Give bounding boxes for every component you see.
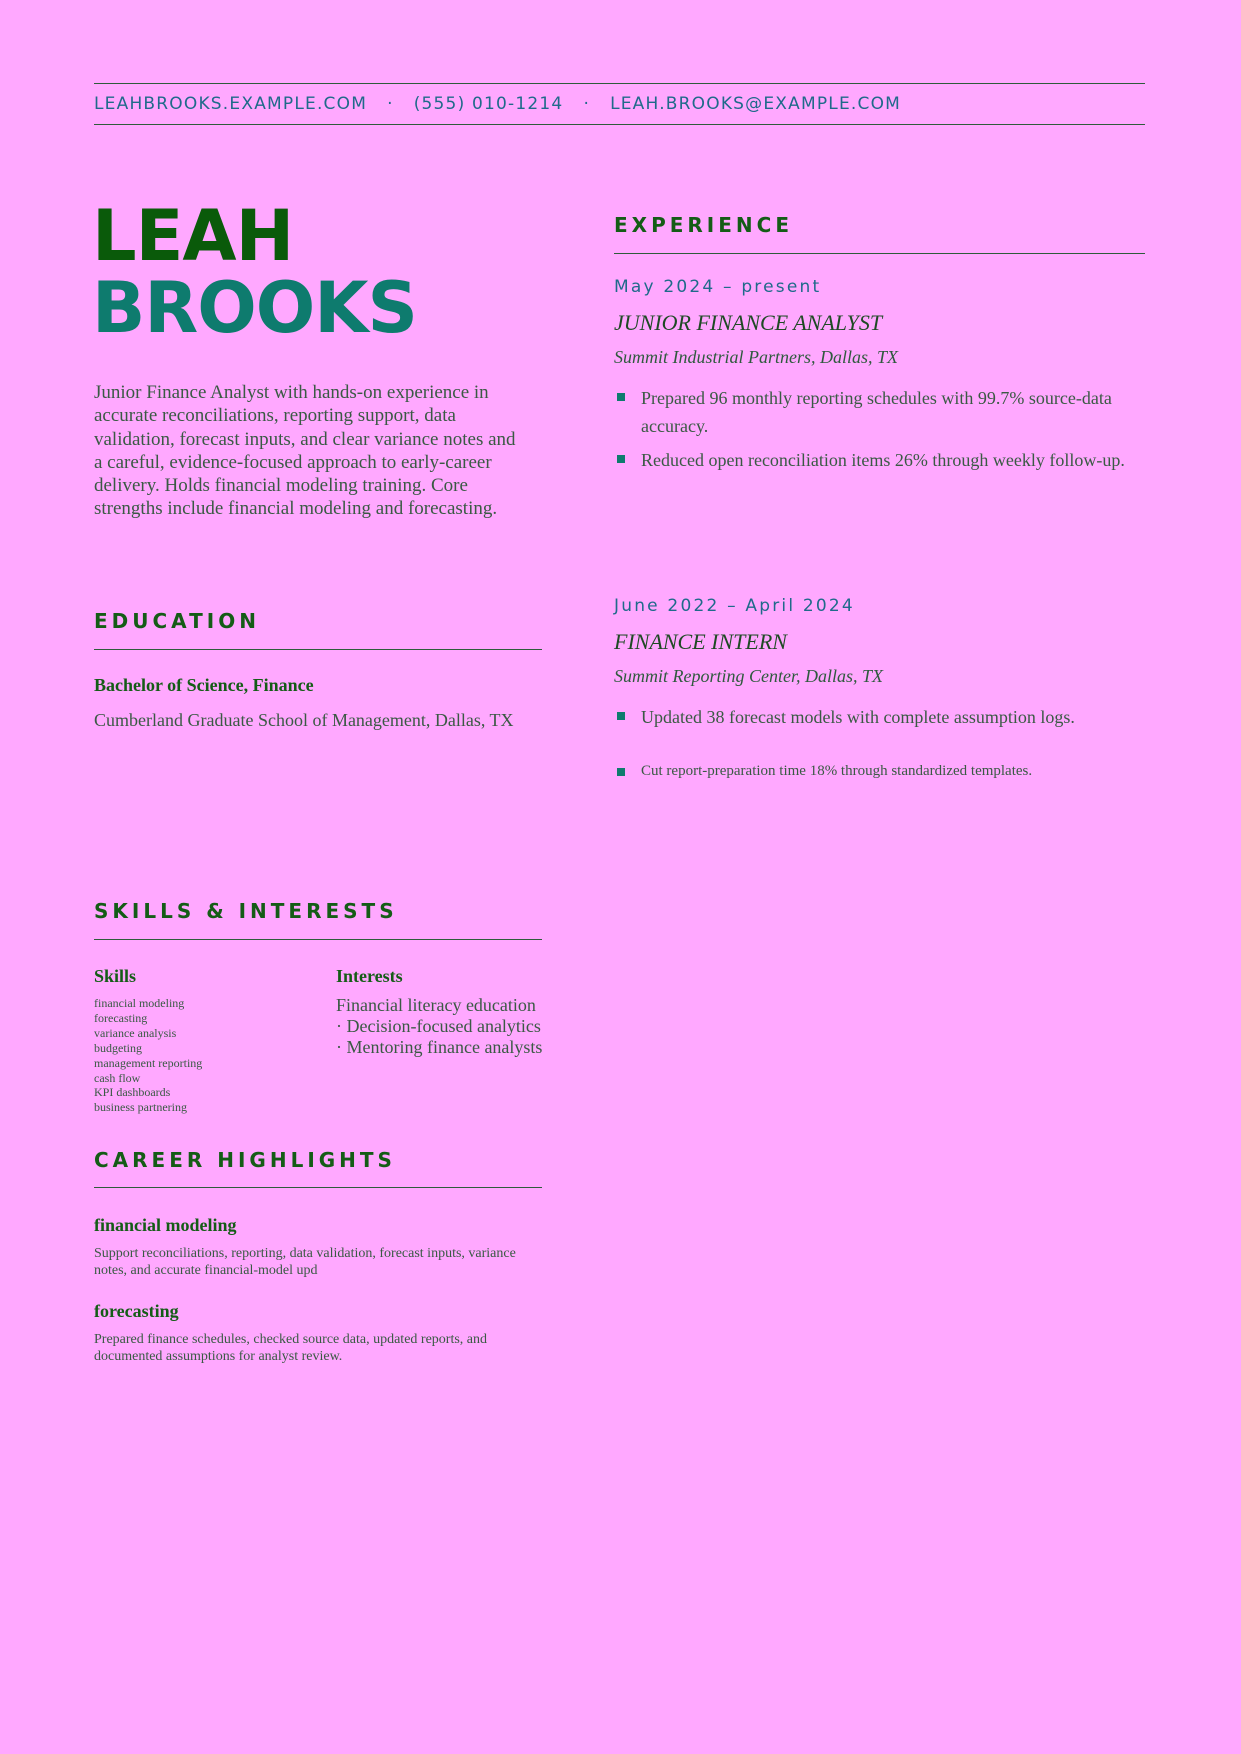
first-name: LEAH xyxy=(92,195,294,277)
job-dates: May 2024 – present xyxy=(614,277,822,297)
list-item: budgeting xyxy=(94,1040,142,1055)
skills-list xyxy=(94,996,202,1115)
job-bullets xyxy=(614,703,1154,785)
list-item: Cut report-preparation time 18% through standardized templates. xyxy=(614,757,1154,785)
list-item: Prepared 96 monthly reporting schedules with 99.7% source-data accuracy. xyxy=(614,384,1154,440)
bullet-square-icon xyxy=(617,393,625,401)
job-organization: Summit Industrial Partners, Dallas, TX xyxy=(614,347,899,367)
degree: Bachelor of Science, Finance xyxy=(94,675,314,695)
phone-link[interactable]: (555) 010-1214 xyxy=(413,94,564,114)
school: Cumberland Graduate School of Management, Dallas, TX xyxy=(94,710,514,730)
list-item: cash flow xyxy=(94,1070,141,1085)
highlight-title: financial modeling xyxy=(94,1215,237,1235)
education-rule xyxy=(94,649,542,650)
contact-separator: · xyxy=(387,94,394,114)
list-item: KPI dashboards xyxy=(94,1085,171,1100)
skills-rule xyxy=(94,939,542,940)
bullet-square-icon xyxy=(617,712,625,720)
job-title: JUNIOR FINANCE ANALYST xyxy=(614,310,883,335)
experience-rule xyxy=(614,253,1145,254)
contact-separator: · xyxy=(583,94,591,114)
highlights-heading: CAREER HIGHLIGHTS xyxy=(94,1148,396,1172)
contact-bar xyxy=(94,83,1145,125)
last-name: BROOKS xyxy=(92,267,417,349)
list-item: variance analysis xyxy=(94,1025,177,1040)
bullet-square-icon xyxy=(617,455,625,463)
email-link[interactable]: LEAH.BROOKS@EXAMPLE.COM xyxy=(610,94,902,114)
interests-text: Financial literacy education · Decision-focused analytics · Mentoring finance analysts xyxy=(336,995,543,1057)
list-item: financial modeling xyxy=(94,996,185,1010)
skills-label: Skills xyxy=(94,966,137,986)
highlight-text: Support reconciliations, reporting, data validation, forecast inputs, variance notes, and accurate financial-model upd xyxy=(94,1246,516,1278)
website-link[interactable]: LEAHBROOKS.EXAMPLE.COM xyxy=(94,94,368,114)
experience-heading: EXPERIENCE xyxy=(614,213,793,237)
candidate-name xyxy=(92,195,417,349)
list-item: management reporting xyxy=(94,1055,203,1070)
highlight-text: Prepared finance schedules, checked source data, updated reports, and documented assumptions for analyst review. xyxy=(94,1332,487,1364)
job-title: FINANCE INTERN xyxy=(614,629,787,654)
job-bullets xyxy=(614,384,1154,474)
highlight-title: forecasting xyxy=(94,1301,179,1321)
education-heading: EDUCATION xyxy=(94,609,260,633)
job-dates: June 2022 – April 2024 xyxy=(614,596,855,616)
highlights-rule xyxy=(94,1187,542,1188)
job-organization: Summit Reporting Center, Dallas, TX xyxy=(614,666,883,686)
list-item: Updated 38 forecast models with complete assumption logs. xyxy=(614,703,1154,731)
interests-label: Interests xyxy=(336,966,403,986)
list-item: Reduced open reconciliation items 26% through weekly follow-up. xyxy=(614,446,1154,474)
list-item: forecasting xyxy=(94,1010,148,1025)
skills-heading: SKILLS & INTERESTS xyxy=(94,899,398,923)
bullet-square-icon xyxy=(617,768,625,776)
profile-summary: Junior Finance Analyst with hands-on experience in accurate reconciliations, reporting support, data validation, forecast inputs, and clear variance notes and a careful, evidence-focused approach to early-career delivery. Holds financial modeling training. Core strengths include financial modeling and forecasting. xyxy=(94,382,516,520)
list-item: business partnering xyxy=(94,1100,187,1115)
